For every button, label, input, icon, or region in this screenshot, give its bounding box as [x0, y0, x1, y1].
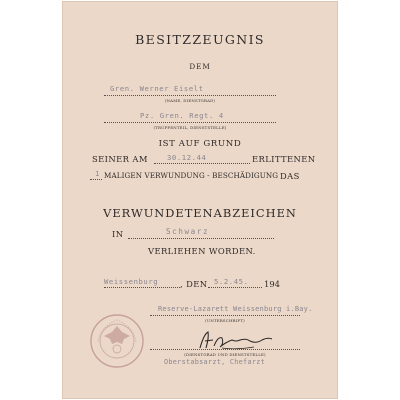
- issue-date-line: [208, 287, 262, 288]
- rank-line: [150, 349, 300, 350]
- place-line: [104, 287, 180, 288]
- unit-caption: (TRUPPENTEIL, DIENSTSTELLE): [153, 124, 227, 130]
- award-class-value: Schwarz: [166, 227, 210, 236]
- issue-date-value: 5.2.45.: [214, 277, 249, 286]
- verliehen-label: VERLIEHEN WORDEN.: [148, 246, 256, 256]
- year-print: 194: [264, 279, 280, 289]
- maligen-label: MALIGEN VERWUNDUNG - BESCHÄDIGUNG: [104, 171, 279, 180]
- wound-count-line: [90, 179, 102, 180]
- issuer-line: [150, 315, 300, 316]
- certificate-title: BESITZZEUGNIS: [135, 32, 265, 47]
- seiner-am-label: SEINER AM: [92, 154, 148, 164]
- name-caption: (NAME, DIENSTGRAD): [164, 97, 216, 103]
- erlittenen-label: ERLITTENEN: [252, 154, 316, 164]
- name-line: [104, 95, 276, 96]
- unit-value: Pz. Gren. Regt. 4: [140, 111, 224, 120]
- issuer-value: Reserve-Lazarett Weissenburg i.Bay.: [158, 305, 313, 313]
- dem-label: DEM: [189, 62, 211, 71]
- das-label: DAS: [280, 171, 300, 181]
- signer-rank-value: Oberstabsarzt, Chefarzt: [164, 358, 266, 366]
- award-class-line: [128, 238, 274, 239]
- handwritten-signature: [196, 328, 276, 354]
- ist-auf-grund-label: IST AUF GRUND: [158, 139, 242, 149]
- issuer-caption: (UNTERSCHRIFT): [205, 317, 245, 323]
- in-label: IN: [112, 229, 124, 239]
- rank-caption: (DIENSTGRAD UND DIENSTSTELLE): [184, 351, 266, 357]
- place-value: Weissenburg: [104, 277, 159, 286]
- award-name: VERWUNDETENABZEICHEN: [103, 206, 297, 220]
- official-stamp: [88, 312, 146, 370]
- wound-count-value: 1: [95, 169, 100, 178]
- name-value: Gren. Werner Eiselt: [110, 84, 204, 93]
- wound-date-value: 30.12.44: [167, 153, 207, 162]
- den-label: , DEN: [180, 279, 208, 289]
- unit-line: [104, 122, 276, 123]
- wound-date-line: [154, 163, 250, 164]
